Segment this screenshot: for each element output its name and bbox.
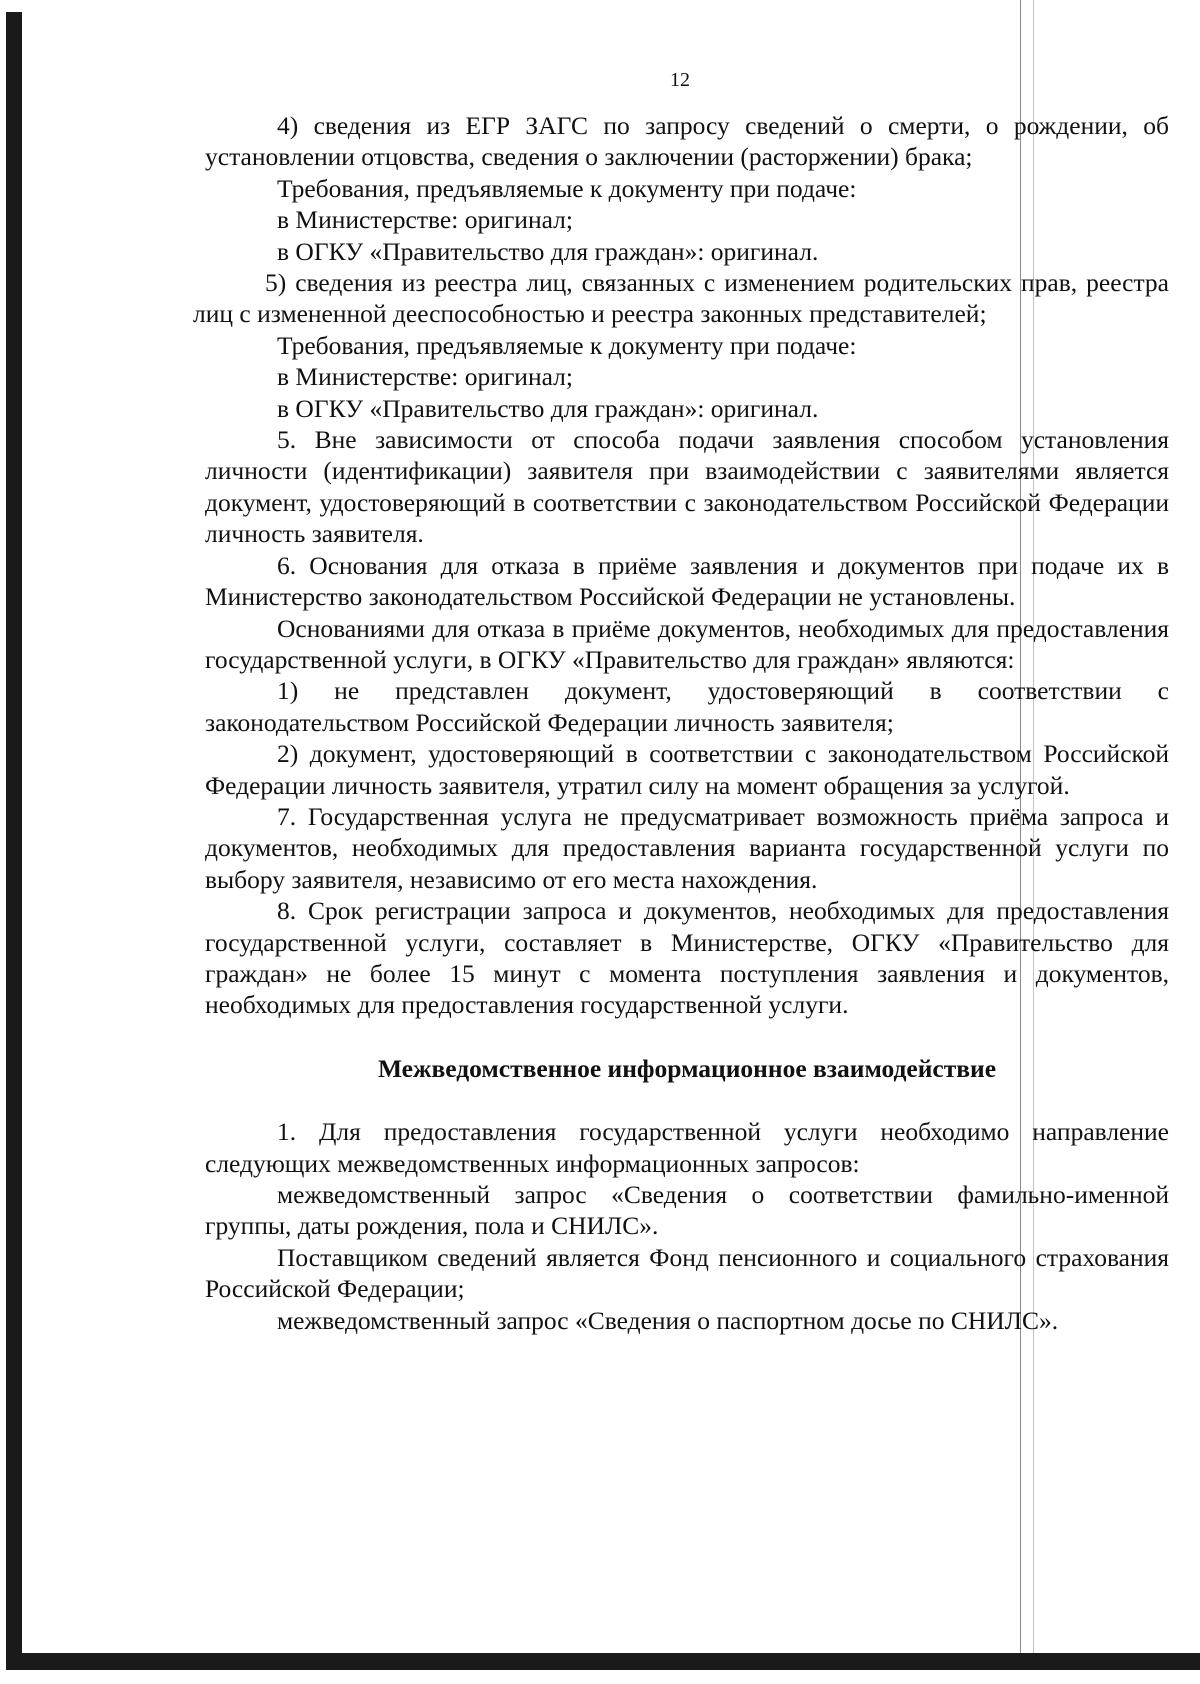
paragraph: 5) сведения из реестра лиц, связанных с изменением родительских прав, реестра лиц с измененной дееспособностью и реестра законных представителей; <box>193 268 1169 329</box>
paragraph: в ОГКУ «Правительство для граждан»: оригинал. <box>277 393 819 423</box>
document-body <box>193 110 1169 1336</box>
scan-edge-bottom <box>22 1653 1200 1670</box>
paragraph: 6. Основания для отказа в приёме заявления и документов при подаче их в Министерство законодательством Российской Федерации не установлены. <box>205 550 1169 612</box>
paragraph: 4) сведения из ЕГР ЗАГС по запросу сведений о смерти, о рождении, об установлении отцовства, сведения о заключении (расторжении) брака; <box>205 111 1169 172</box>
paragraph: 8. Срок регистрации запроса и документов, необходимых для предоставления государственной услуги, составляет в Министерстве, ОГКУ «Правительство для граждан» не более 15 минут с момента поступления заявления и документов, необходимых для предоставления государственной услуги. <box>205 896 1169 1020</box>
paragraph: в Министерстве: оригинал; <box>277 362 573 392</box>
paragraph: Поставщиком сведений является Фонд пенсионного и социального страхования Российской Федерации; <box>205 1242 1169 1304</box>
scan-edge-left <box>6 12 22 1670</box>
paragraph: межведомственный запрос «Сведения о паспортном досье по СНИЛС». <box>277 1305 1059 1335</box>
paragraph: 5. Вне зависимости от способа подачи заявления способом установления личности (идентификации) заявителя при взаимодействии с заявителями является документ, удостоверяющий в соответствии с законодательством Российской Федерации личность заявителя. <box>205 425 1169 549</box>
paragraph: 2) документ, удостоверяющий в соответствии с законодательством Российской Федерации личность заявителя, утратил силу на момент обращения за услугой. <box>205 739 1169 800</box>
paragraph: 1. Для предоставления государственной услуги необходимо направление следующих межведомственных информационных запросов: <box>205 1117 1169 1178</box>
paragraph: Требования, предъявляемые к документу при подаче: <box>277 330 857 360</box>
page-number: 12 <box>670 69 690 91</box>
paragraph: Требования, предъявляемые к документу при подаче: <box>277 173 857 203</box>
section-heading: Межведомственное информационное взаимодействие <box>377 1053 997 1083</box>
paragraph: в Министерстве: оригинал; <box>277 205 573 235</box>
paragraph: межведомственный запрос «Сведения о соответствии фамильно-именной группы, даты рождения, пола и СНИЛС». <box>205 1180 1169 1241</box>
paragraph: в ОГКУ «Правительство для граждан»: оригинал. <box>277 236 819 266</box>
paragraph: 1) не представлен документ, удостоверяющий в соответствии с законодательством Российской Федерации личность заявителя; <box>205 676 1169 737</box>
paragraph: 7. Государственная услуга не предусматривает возможность приёма запроса и документов, необходимых для предоставления варианта государственной услуги по выбору заявителя, независимо от его места нахождения. <box>205 801 1169 894</box>
paragraph: Основаниями для отказа в приёме документов, необходимых для предоставления государственной услуги, в ОГКУ «Правительство для граждан» являются: <box>205 613 1169 674</box>
